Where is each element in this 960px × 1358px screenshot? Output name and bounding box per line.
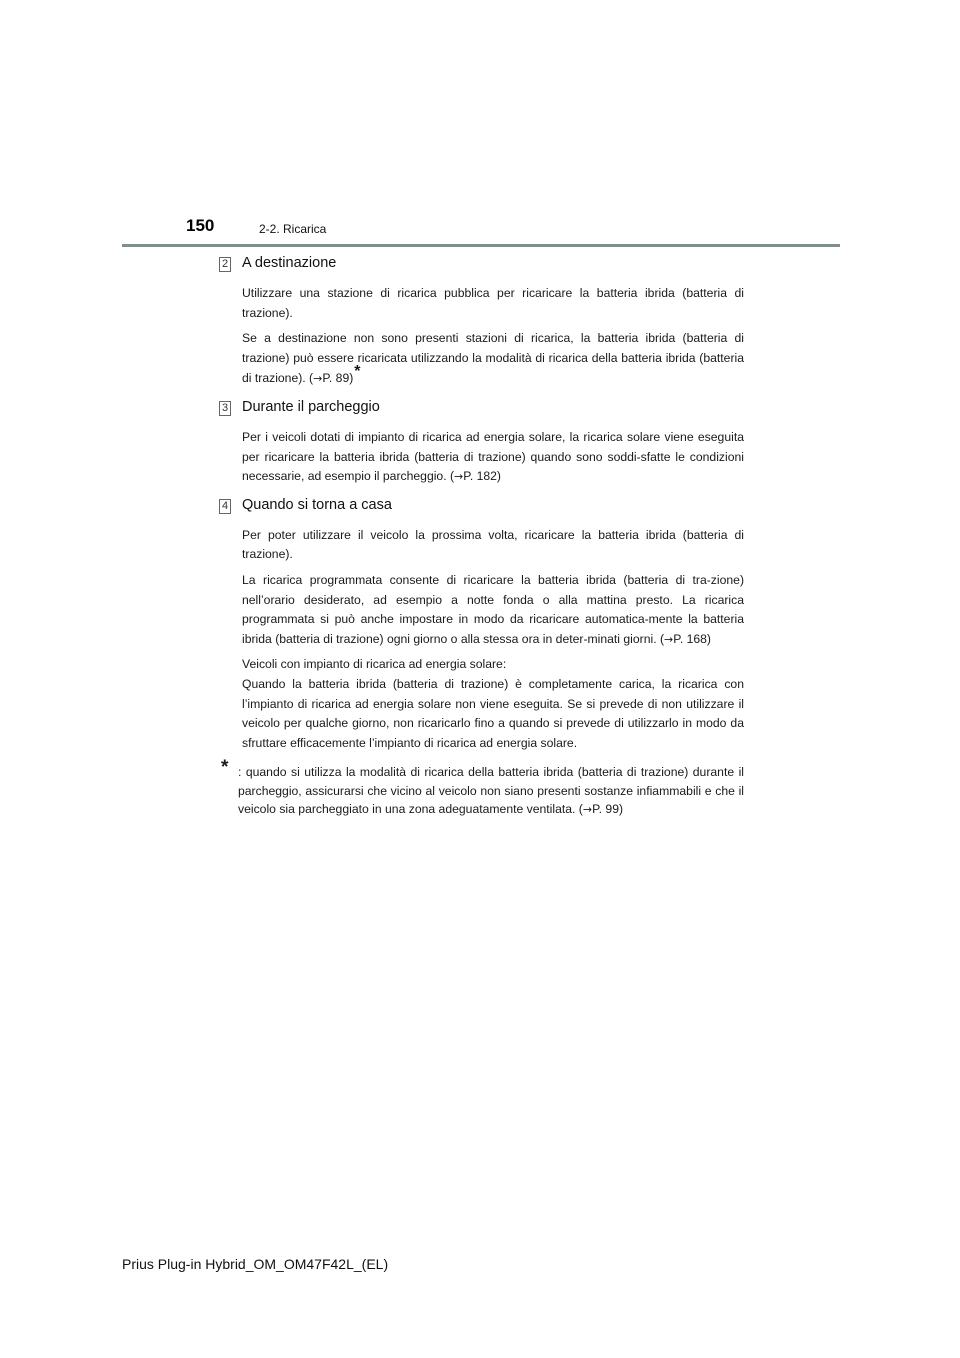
solar-note-body: Quando la batteria ibrida (batteria di trazione) è completamente carica, la ricarica con l’impianto di ricarica ad energia solare non viene eseguita. Se si prevede di non utilizzare il veicolo per qualche giorno, non ricaricarlo fino a quando si prevede di utilizzarlo in modo da sfruttare efficacemente l’impianto di ricarica ad energia solare. <box>242 676 744 750</box>
page-content <box>219 254 744 820</box>
footnote-mark: * <box>354 363 361 381</box>
page-reference: P. 182) <box>463 469 501 484</box>
page-number: 150 <box>186 216 215 235</box>
step-heading <box>219 496 744 520</box>
footnote <box>221 757 744 820</box>
page-reference: P. 99) <box>592 802 624 817</box>
step-paragraph: Se a destinazione non sono presenti stazioni di ricarica, la batteria ibrida (batteria di trazione) può essere ricaricata utilizzando la modalità di ricarica della batteria ibrida (batteria di trazione). (→P. 89)* <box>242 331 744 386</box>
arrow-right-icon: → <box>313 372 323 386</box>
step-number-badge: 4 <box>219 499 231 514</box>
step-number-badge: 3 <box>219 401 231 416</box>
page-header <box>0 0 960 250</box>
step-heading <box>219 254 744 278</box>
solar-note-heading: Veicoli con impianto di ricarica ad energia solare: <box>242 657 507 672</box>
footnote-mark: * <box>221 757 229 779</box>
header-divider <box>122 244 840 247</box>
step-paragraph: Utilizzare una stazione di ricarica pubblica per ricaricare la batteria ibrida (batteria di trazione). <box>242 286 744 320</box>
step-while-parking <box>219 398 744 487</box>
step-paragraph: Per poter utilizzare il veicolo la prossima volta, ricaricare la batteria ibrida (batteria di trazione). <box>242 527 744 562</box>
arrow-right-icon: → <box>454 470 464 484</box>
step-paragraph <box>242 655 744 753</box>
step-title: Durante il parcheggio <box>242 398 380 415</box>
arrow-right-icon: → <box>664 632 674 646</box>
step-paragraph: Per i veicoli dotati di impianto di ricarica ad energia solare, la ricarica solare viene eseguita per ricaricare la batteria ibrida (batteria di trazione) quando sono soddi-sfatte le condizioni necessarie, ad esempio il parcheggio. (→P. 182) <box>242 429 744 484</box>
step-heading <box>219 398 744 422</box>
document-id: Prius Plug-in Hybrid_OM_OM47F42L_(EL) <box>122 1256 389 1272</box>
page-reference: P. 89) <box>322 371 354 386</box>
step-at-destination <box>219 254 744 389</box>
step-number-badge: 2 <box>219 257 231 272</box>
step-paragraph: La ricarica programmata consente di ricaricare la batteria ibrida (batteria di tra-zione) nell’orario desiderato, ad esempio a notte fonda o alla mattina presto. La ricarica programmata si può anche impostare in modo da ricaricare automatica-mente la batteria ibrida (batteria di trazione) ogni giorno o alla stessa ora in deter-minati giorni. (→P. 168) <box>242 572 744 646</box>
page-reference: P. 168) <box>673 631 711 646</box>
footnote-text: : quando si utilizza la modalità di ricarica della batteria ibrida (batteria di trazione) durante il parcheggio, assicurarsi che vicino al veicolo non siano presenti sostanze infiammabili e che il veicolo sia parcheggiato in una zona adeguatamente ventilata. (→P. 99) <box>238 765 744 817</box>
section-label: 2-2. Ricarica <box>259 222 327 236</box>
step-returning-home <box>219 496 744 754</box>
step-title: Quando si torna a casa <box>242 496 392 513</box>
step-title: A destinazione <box>242 255 337 271</box>
arrow-right-icon: → <box>582 803 593 817</box>
